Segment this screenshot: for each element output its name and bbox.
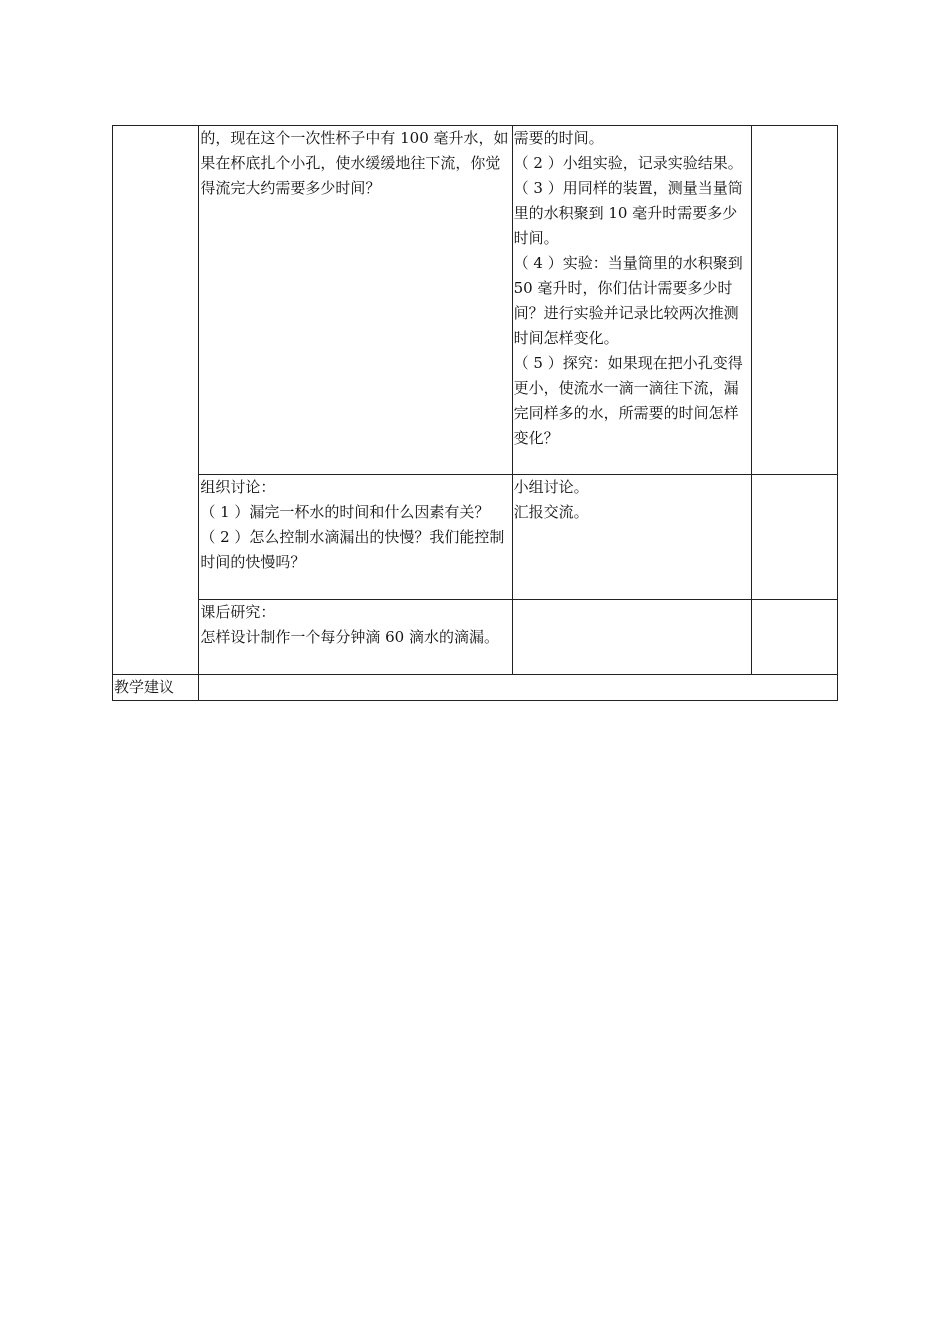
student-activity-cell <box>512 126 751 475</box>
student-text: 汇报交流。 <box>513 503 589 521</box>
student-text: 小组讨论。 <box>513 478 589 496</box>
student-activity-cell <box>512 600 751 675</box>
notes-cell <box>751 475 837 600</box>
student-text: （ 4 ）实验：当量筒里的水积聚到 50 毫升时，你们估计需要多少时间？进行实验并记录比较两次推测时间怎样变化。 <box>513 254 743 347</box>
footer-content-cell <box>199 675 838 701</box>
teacher-text: 课后研究： <box>200 603 276 621</box>
student-text: （ 5 ）探究：如果现在把小孔变得更小，使流水一滴一滴往下流，漏完同样多的水，所需要的时间怎样变化？ <box>513 354 743 447</box>
teacher-activity-cell <box>199 475 512 600</box>
teacher-activity-cell <box>199 126 512 475</box>
table-row <box>113 600 838 675</box>
notes-cell <box>751 126 837 475</box>
left-label-cell <box>113 126 199 675</box>
lesson-plan-table <box>112 125 838 701</box>
student-text: （ 3 ）用同样的装置，测量当量筒里的水积聚到 10 毫升时需要多少时间。 <box>513 179 743 247</box>
teacher-text: 组织讨论： <box>200 478 276 496</box>
student-text: （ 2 ）小组实验，记录实验结果。 <box>513 154 743 172</box>
student-text: 需要的时间。 <box>513 129 604 147</box>
notes-cell <box>751 600 837 675</box>
student-activity-cell <box>512 475 751 600</box>
table-row <box>113 675 838 701</box>
table-row <box>113 475 838 600</box>
table-row <box>113 126 838 475</box>
teacher-text: 怎样设计制作一个每分钟滴 60 滴水的滴漏。 <box>200 628 499 646</box>
teacher-activity-cell <box>199 600 512 675</box>
teacher-text: （ 1 ）漏完一杯水的时间和什么因素有关？ <box>200 503 490 521</box>
footer-label-cell: 教学建议 <box>113 675 199 701</box>
teacher-text: （ 2 ）怎么控制水滴漏出的快慢？我们能控制时间的快慢吗？ <box>200 528 505 571</box>
teacher-text: 的，现在这个一次性杯子中有 100 毫升水，如果在杯底扎个小孔，使水缓缓地往下流，你觉得流完大约需要多少时间？ <box>200 129 509 197</box>
